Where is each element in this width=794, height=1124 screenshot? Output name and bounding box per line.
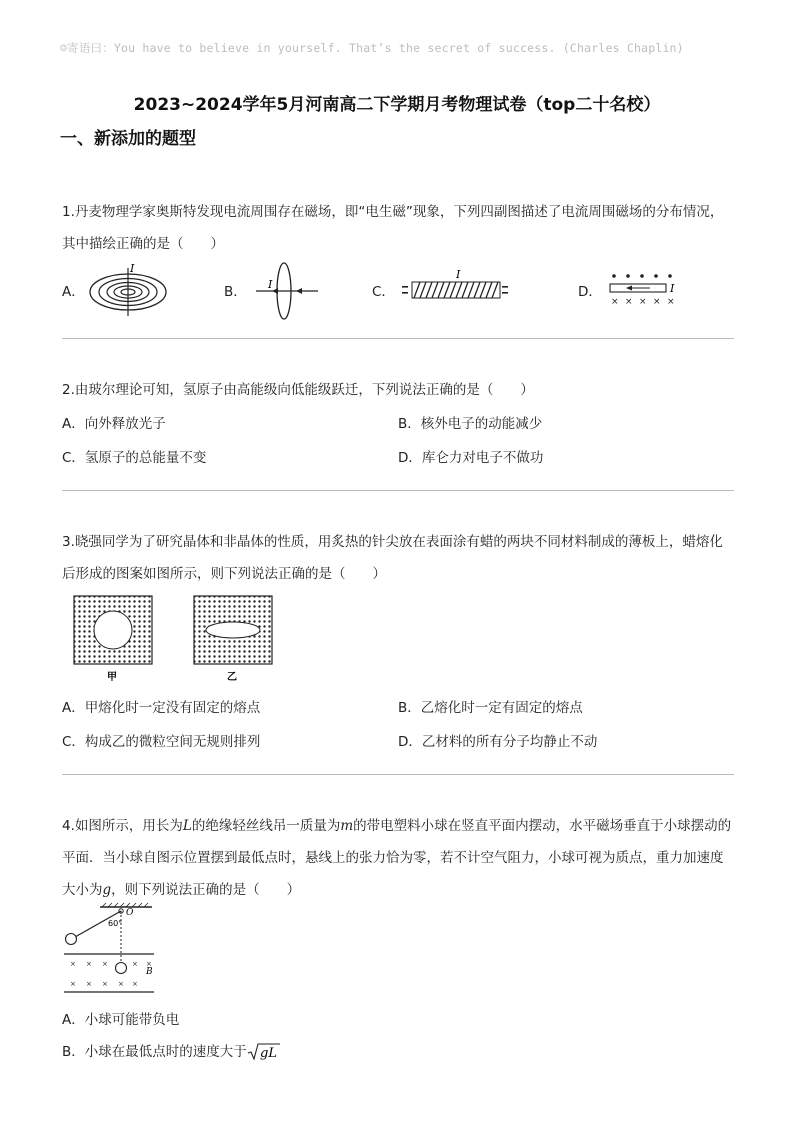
q1c-current-label: I [456, 268, 461, 281]
sqrt-expression [247, 1042, 281, 1062]
section-heading: 一、新添加的题型 [60, 129, 196, 149]
svg-text:×: × [70, 980, 76, 988]
q1-figure-b [246, 260, 326, 322]
q1-figure-d [606, 270, 680, 306]
q1b-current-label: I [268, 278, 273, 291]
svg-text:×: × [70, 960, 76, 968]
q2-option-d: D．库仑力对电子不做功 [398, 450, 544, 466]
q3-option-c: C．构成乙的微粒空间无规则排列 [62, 734, 261, 750]
svg-text:×: × [132, 960, 138, 968]
q1a-current-label: I [130, 262, 135, 275]
q2-option-a: A．向外释放光子 [62, 416, 166, 432]
q3-option-a: A．甲熔化时一定没有固定的熔点 [62, 700, 261, 716]
divider-3 [62, 774, 734, 775]
var-L: L [182, 818, 192, 834]
question-1-text: 1.丹麦物理学家奥斯特发现电流周围存在磁场，即“电生磁”现象，下列四副图描述了电流周围磁场的分布情况，其中描绘正确的是（ ） [62, 204, 724, 252]
svg-text:×: × [132, 980, 138, 988]
sqrt-radicand: gL [259, 1046, 277, 1061]
q4-angle: 60° [108, 919, 123, 928]
svg-text:×: × [653, 297, 661, 306]
q3-fig-label-jia: 甲 [107, 672, 117, 683]
svg-text:×: × [86, 980, 92, 988]
svg-text:×: × [625, 297, 633, 306]
divider-1 [62, 338, 734, 339]
motto-line: ☺寄语曰：You have to believe in yourself. That’s the secret of success. (Charles Chaplin) [60, 41, 684, 55]
q4-field-b: B [146, 967, 153, 977]
page-title: 2023~2024学年5月河南高二下学期月考物理试卷（top二十名校） [133, 95, 661, 115]
q4-figure [62, 902, 162, 996]
q4-point-o: O [126, 908, 134, 918]
svg-text:×: × [667, 297, 675, 306]
q4-option-a: A．小球可能带负电 [62, 1012, 180, 1028]
q3-option-b: B．乙熔化时一定有固定的熔点 [398, 700, 583, 716]
svg-text:×: × [102, 960, 108, 968]
question-4-text: 4.如图所示，用长为L的绝缘轻丝线吊一质量为m的带电塑料小球在竖直平面内摆动，水平磁场垂直于小球摆动的平面．当小球自图示位置摆到最低点时，悬线上的张力恰为零，若不计空气阻力，小球可视为质点，重力加速度大小为g，则下列说法正确的是（ ） [62, 818, 732, 898]
var-m: m [340, 818, 354, 834]
question-3-text: 3.晓强同学为了研究晶体和非晶体的性质，用炙热的针尖放在表面涂有蜡的两块不同材料制成的薄板上，蜡熔化后形成的图案如图所示，则下列说法正确的是（ ） [62, 534, 723, 582]
svg-text:×: × [102, 980, 108, 988]
q1-figure-c [398, 266, 510, 306]
q1d-current-label: I [670, 282, 675, 295]
q1-figure-a [86, 262, 170, 318]
var-g: g [102, 882, 112, 898]
q3-fig-label-yi: 乙 [227, 672, 237, 683]
q2-option-c: C．氢原子的总能量不变 [62, 450, 207, 466]
svg-text:×: × [86, 960, 92, 968]
q3-figure [72, 594, 282, 684]
q3-option-d: D．乙材料的所有分子均静止不动 [398, 734, 598, 750]
divider-2 [62, 490, 734, 491]
svg-text:×: × [611, 297, 619, 306]
q4-option-b: B．小球在最低点时的速度大于 gL [62, 1042, 281, 1062]
q1-option-b-label: B． [224, 284, 247, 300]
q1-option-a-label: A． [62, 284, 85, 300]
svg-text:×: × [146, 960, 152, 968]
q1-option-c-label: C． [372, 284, 395, 300]
svg-text:×: × [639, 297, 647, 306]
question-2-text: 2.由玻尔理论可知，氢原子由高能级向低能级跃迁，下列说法正确的是（ ） [62, 382, 534, 398]
svg-text:×: × [118, 980, 124, 988]
q1-option-d-label: D． [578, 284, 602, 300]
q2-option-b: B．核外电子的动能减少 [398, 416, 543, 432]
